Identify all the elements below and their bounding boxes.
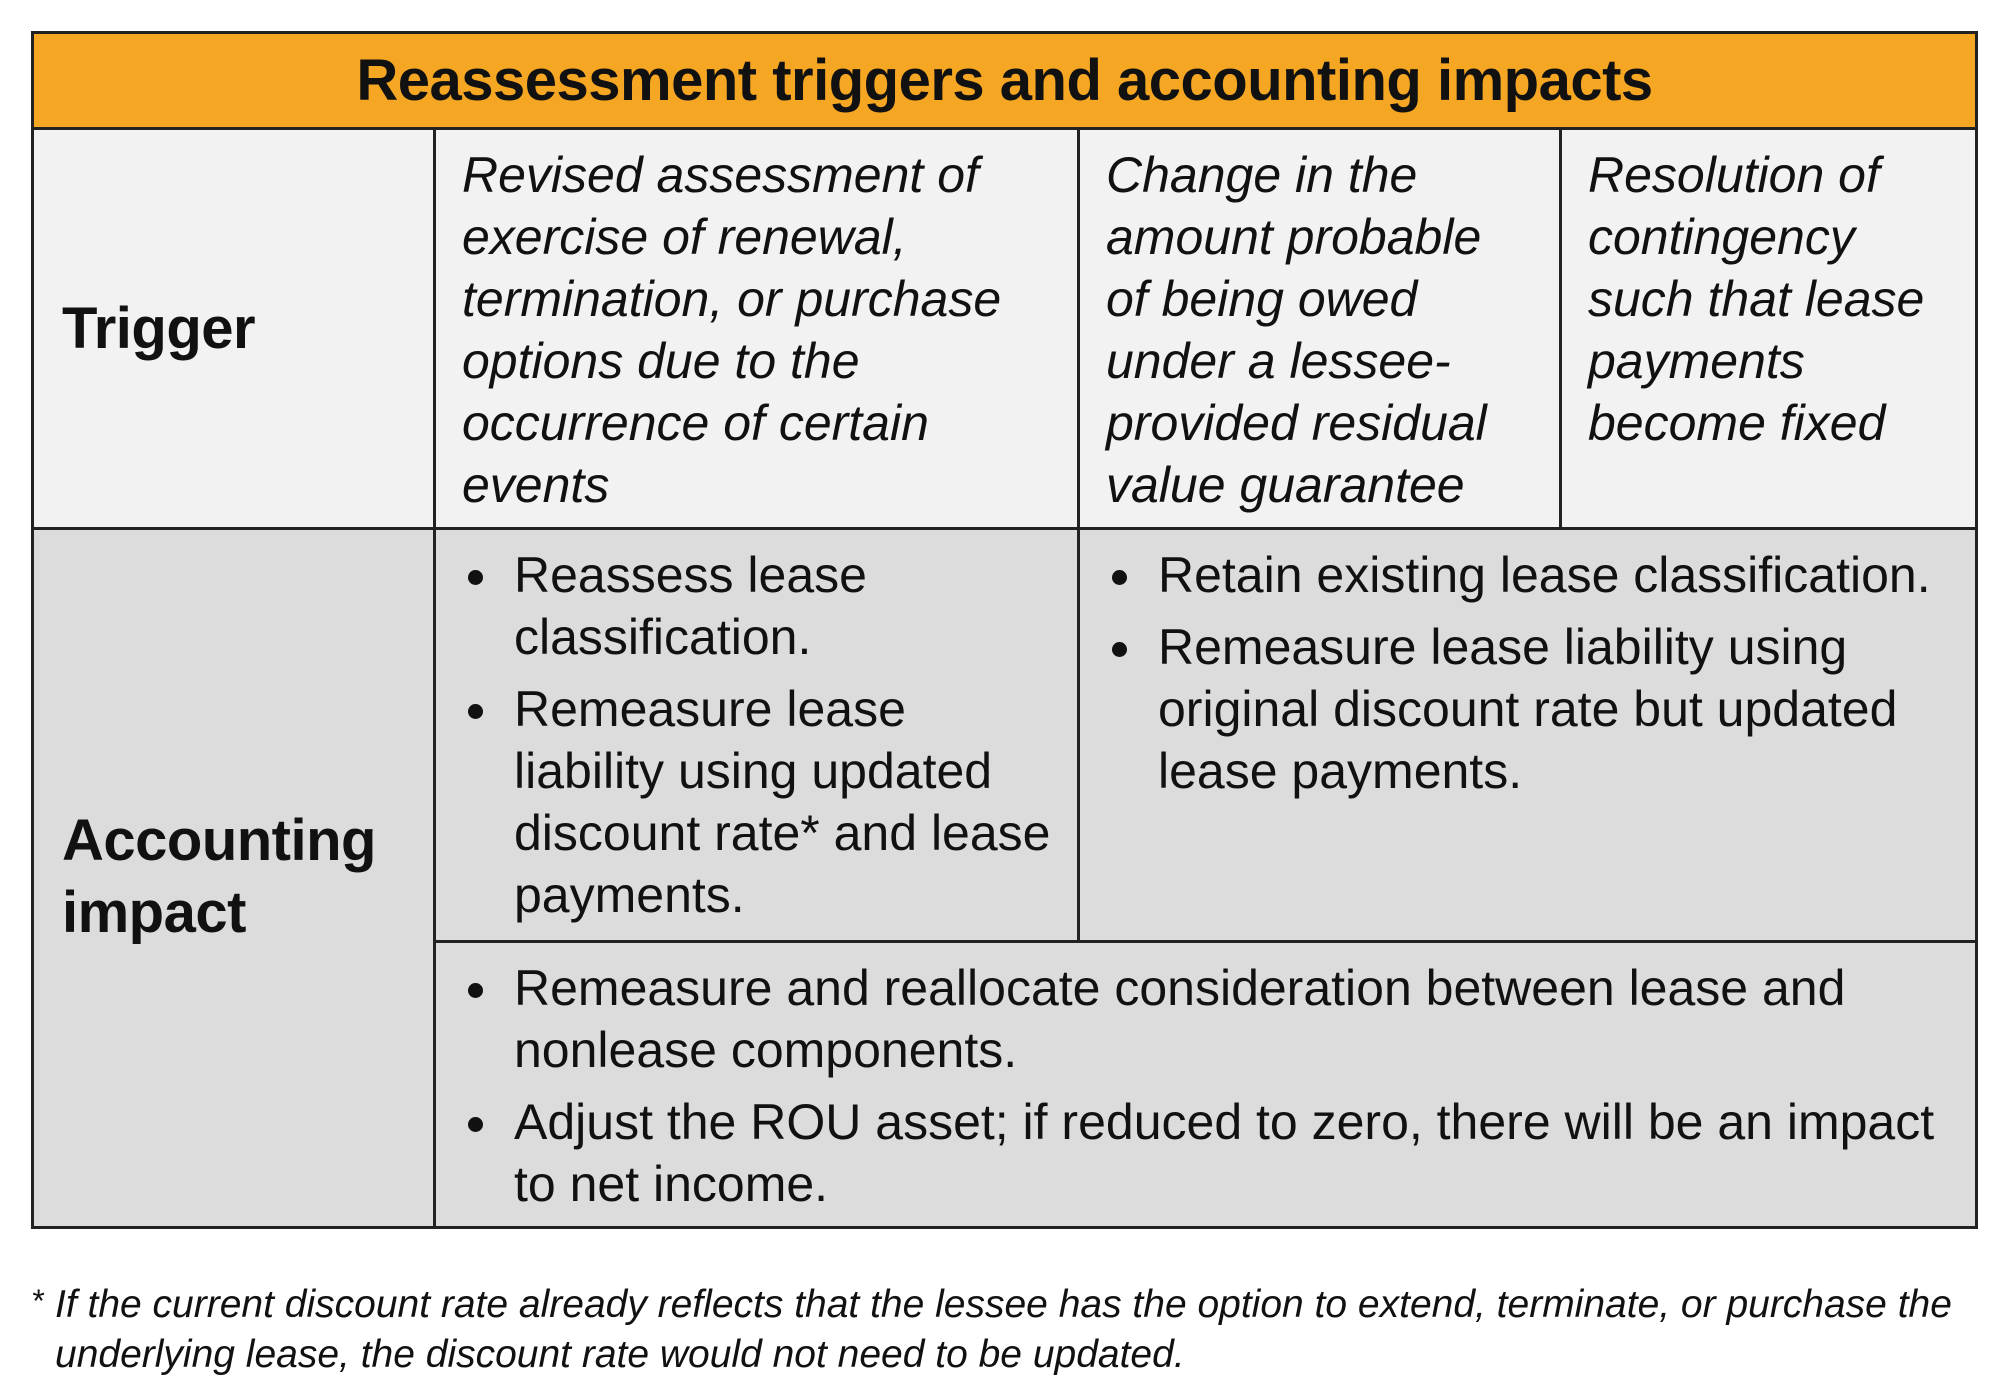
trigger-label-text: Trigger — [62, 296, 256, 361]
trigger-cell-residual-guarantee: Change in the amount probable of being owed under a lessee-provided residual value guarantee — [1078, 130, 1560, 528]
impact-options-list — [434, 528, 1078, 926]
table-title: Reassessment triggers and accounting impacts — [34, 34, 1975, 130]
trigger-row-label — [34, 130, 434, 528]
list-item: Reassess lease classification. — [462, 544, 1058, 668]
reassessment-table — [31, 31, 1978, 1229]
list-item: Remeasure and reallocate consideration between lease and nonlease components. — [462, 957, 1955, 1081]
impact-all-list — [434, 941, 1975, 1215]
impact-cell-other-triggers — [1078, 528, 1975, 941]
impact-divider — [434, 940, 1975, 943]
column-divider-1 — [1077, 130, 1080, 941]
footnote-mark: * — [31, 1283, 44, 1319]
list-item: Retain existing lease classification. — [1106, 544, 1955, 606]
trigger-cell-contingency: Resolution of contingency such that lease payments become fixed — [1560, 130, 1975, 528]
row-divider — [34, 527, 1975, 530]
impact-label-text: Accounting impact — [62, 808, 376, 945]
list-item: Remeasure lease liability using updated discount rate* and lease payments. — [462, 678, 1058, 926]
impact-other-list — [1078, 528, 1975, 802]
column-divider-2 — [1559, 130, 1562, 528]
list-item: Adjust the ROU asset; if reduced to zero, there will be an impact to net income. — [462, 1091, 1955, 1215]
trigger-cell-options: Revised assessment of exercise of renewal, termination, or purchase options due to the occurrence of certain events — [434, 130, 1078, 528]
impact-cell-all-triggers — [434, 941, 1975, 1226]
label-column-divider — [433, 130, 436, 1226]
list-item: Remeasure lease liability using original discount rate but updated lease payments. — [1106, 616, 1955, 802]
impact-row-label — [34, 528, 434, 1226]
impact-cell-options — [434, 528, 1078, 941]
footnote — [31, 1280, 1971, 1380]
footnote-text: If the current discount rate already reflects that the lessee has the option to extend, terminate, or purchase the underlying lease, the discount rate would not need to be updated. — [55, 1283, 1952, 1376]
